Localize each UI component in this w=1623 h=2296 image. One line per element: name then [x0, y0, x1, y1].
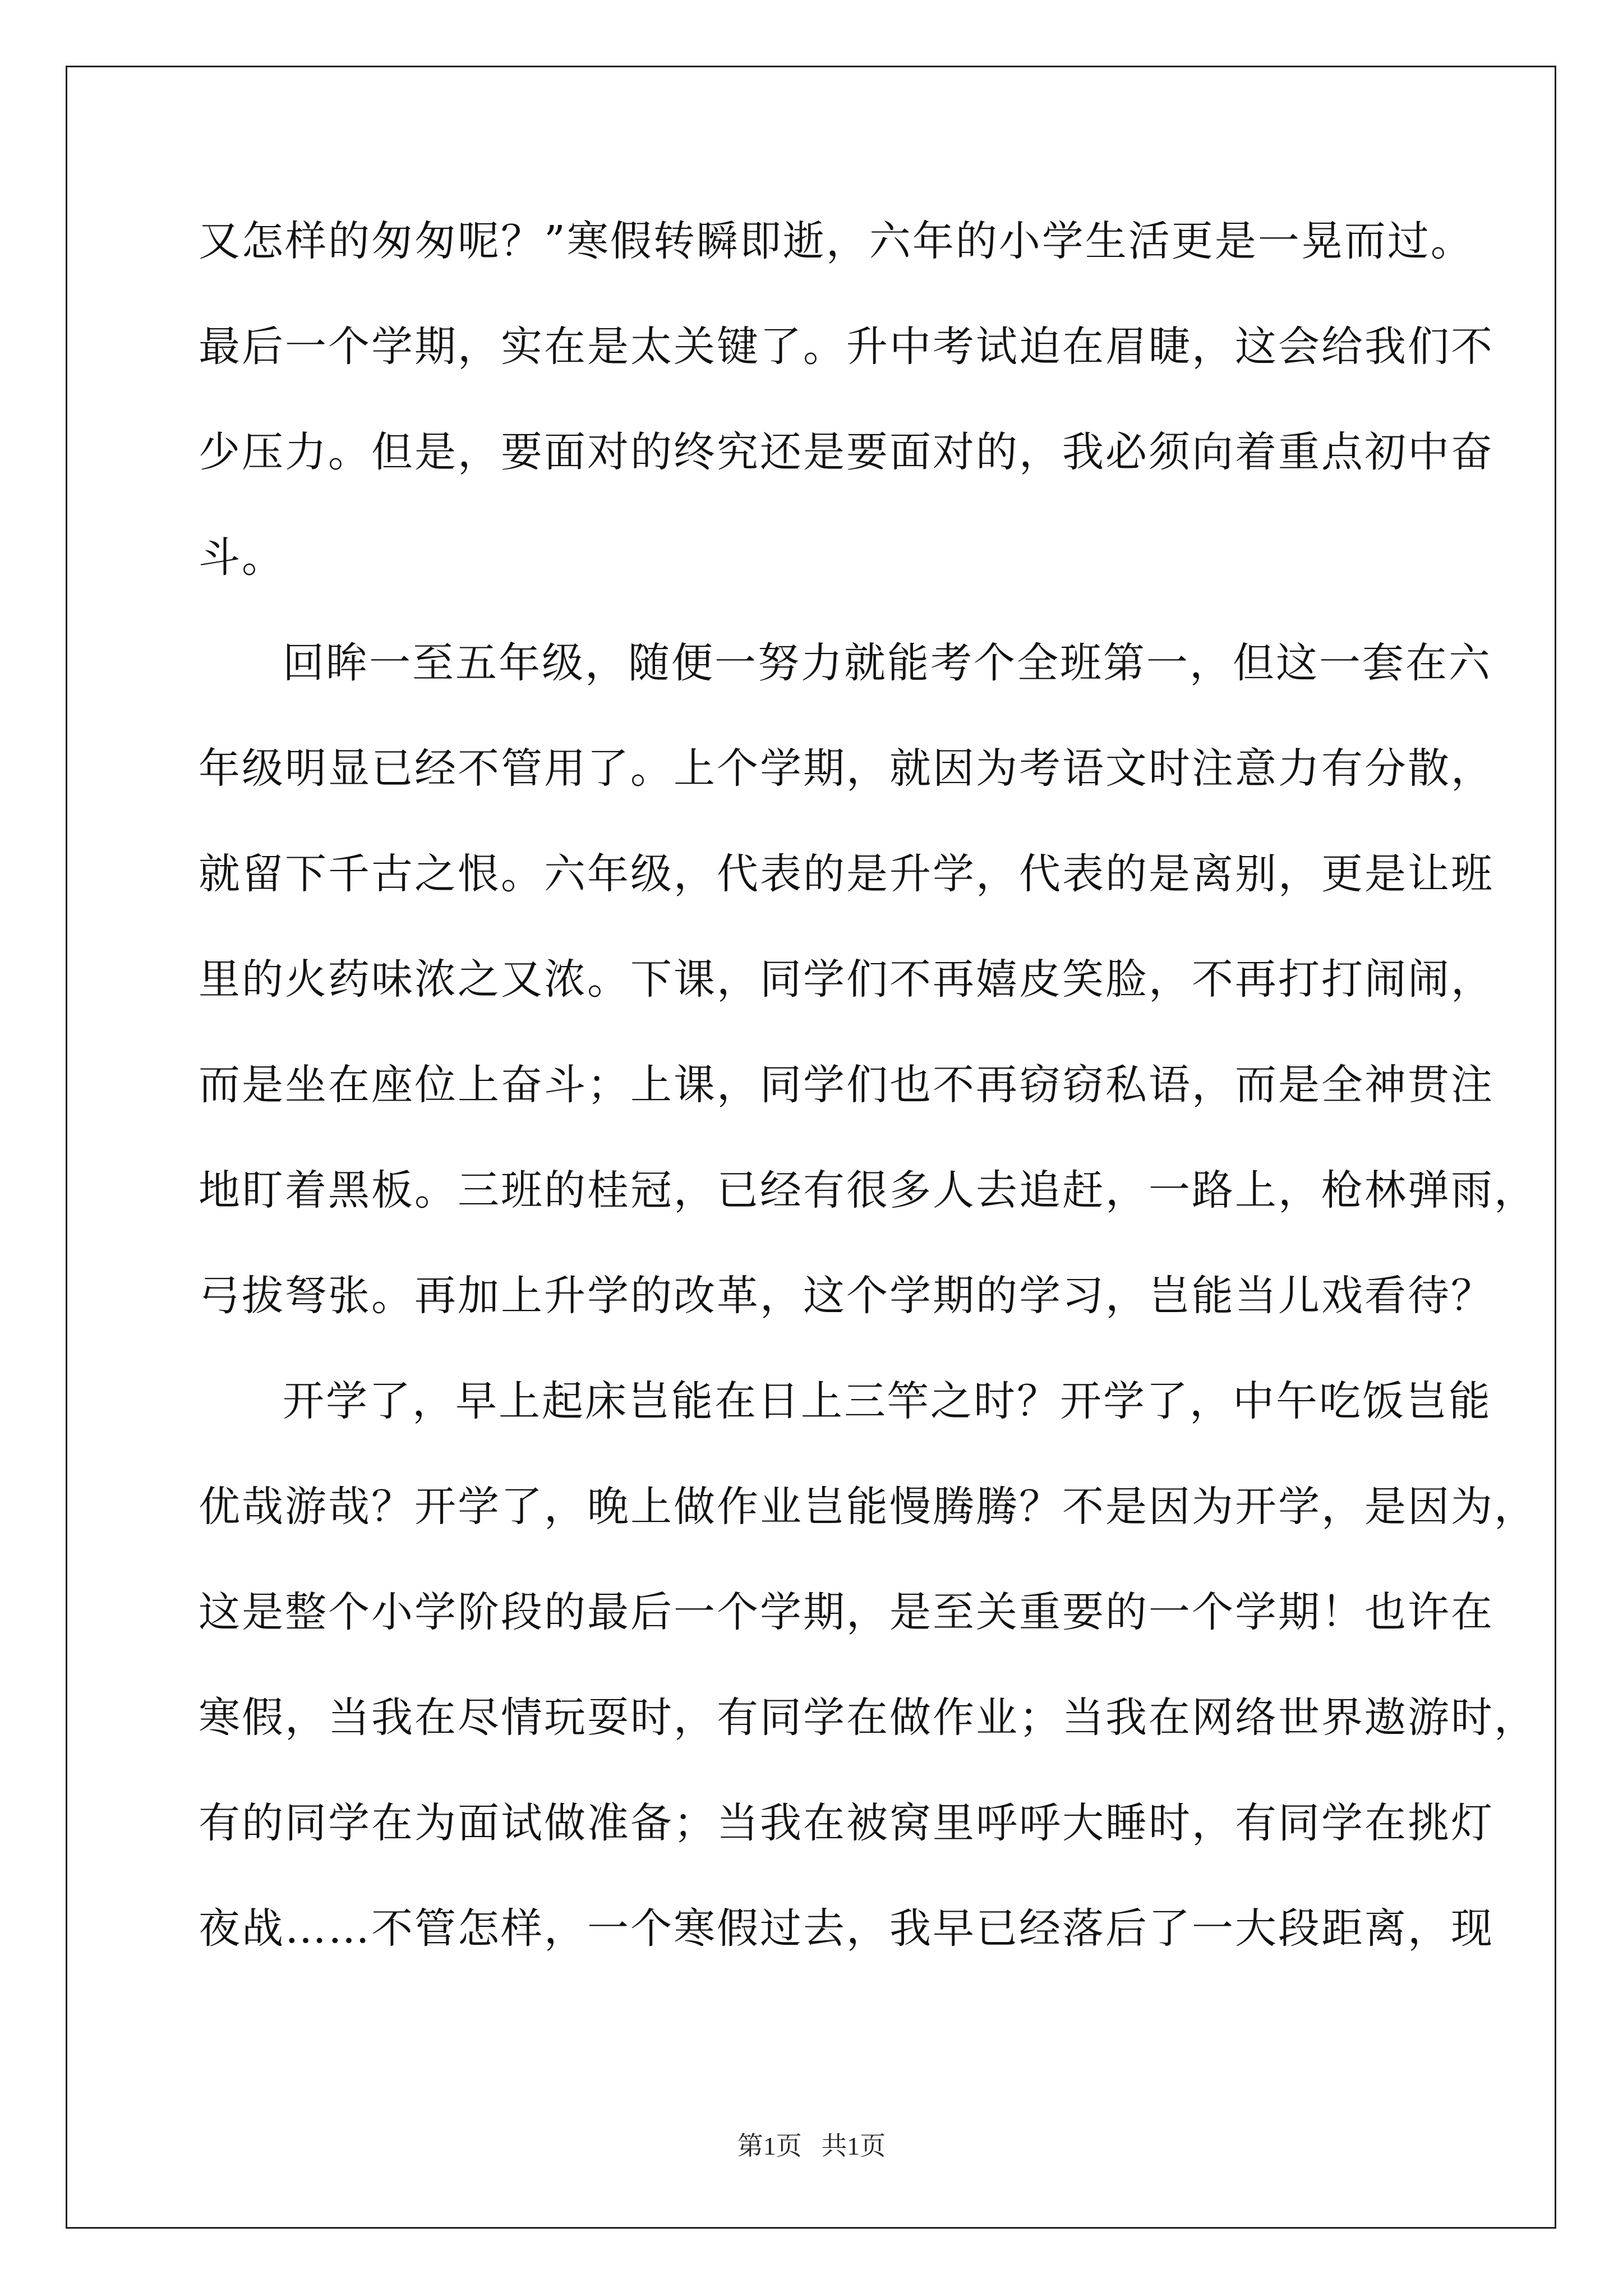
- page-footer: [0, 2129, 1623, 2163]
- text-line: 年级明显已经不管用了。上个学期，就因为考语文时注意力有分散，: [199, 744, 1494, 793]
- text-line: 弓拔弩张。再加上升学的改革，这个学期的学习，岂能当儿戏看待？: [199, 1272, 1494, 1320]
- text-line: 回眸一至五年级，随便一努力就能考个全班第一，但这一套在六: [283, 639, 1492, 687]
- text-line: 夜战……不管怎样，一个寒假过去，我早已经落后了一大段距离，现: [199, 1904, 1494, 1953]
- text-line: 又怎样的匆匆呢？”寒假转瞬即逝，六年的小学生活更是一晃而过。: [199, 217, 1474, 265]
- text-line: 而是坐在座位上奋斗；上课，同学们也不再窃窃私语，而是全神贯注: [199, 1061, 1494, 1109]
- text-line: 有的同学在为面试做准备；当我在被窝里呼呼大睡时，有同学在挑灯: [199, 1799, 1494, 1847]
- page-number: 第1页: [737, 2132, 802, 2160]
- text-line: 就留下千古之恨。六年级，代表的是升学，代表的是离别，更是让班: [199, 850, 1494, 898]
- text-line: 斗。: [199, 533, 285, 582]
- text-line: 地盯着黑板。三班的桂冠，已经有很多人去追赶，一路上，枪林弹雨，: [199, 1166, 1537, 1214]
- text-line: 寒假，当我在尽情玩耍时，有同学在做作业；当我在网络世界遨游时，: [199, 1694, 1537, 1742]
- document-body: [199, 188, 1537, 1981]
- text-line: 最后一个学期，实在是太关键了。升中考试迫在眉睫，这会给我们不: [199, 323, 1494, 371]
- text-line: 里的火药味浓之又浓。下课，同学们不再嬉皮笑脸，不再打打闹闹，: [199, 955, 1494, 1004]
- text-line: 少压力。但是，要面对的终究还是要面对的，我必须向着重点初中奋: [199, 428, 1494, 476]
- text-line: 优哉游哉？开学了，晚上做作业岂能慢腾腾？不是因为开学，是因为，: [199, 1483, 1537, 1531]
- text-line: 这是整个小学阶段的最后一个学期，是至关重要的一个学期！也许在: [199, 1588, 1494, 1636]
- text-line: 开学了，早上起床岂能在日上三竿之时？开学了，中午吃饭岂能: [283, 1377, 1492, 1425]
- footer-gap: [802, 2132, 822, 2160]
- page-total: 共1页: [821, 2132, 886, 2160]
